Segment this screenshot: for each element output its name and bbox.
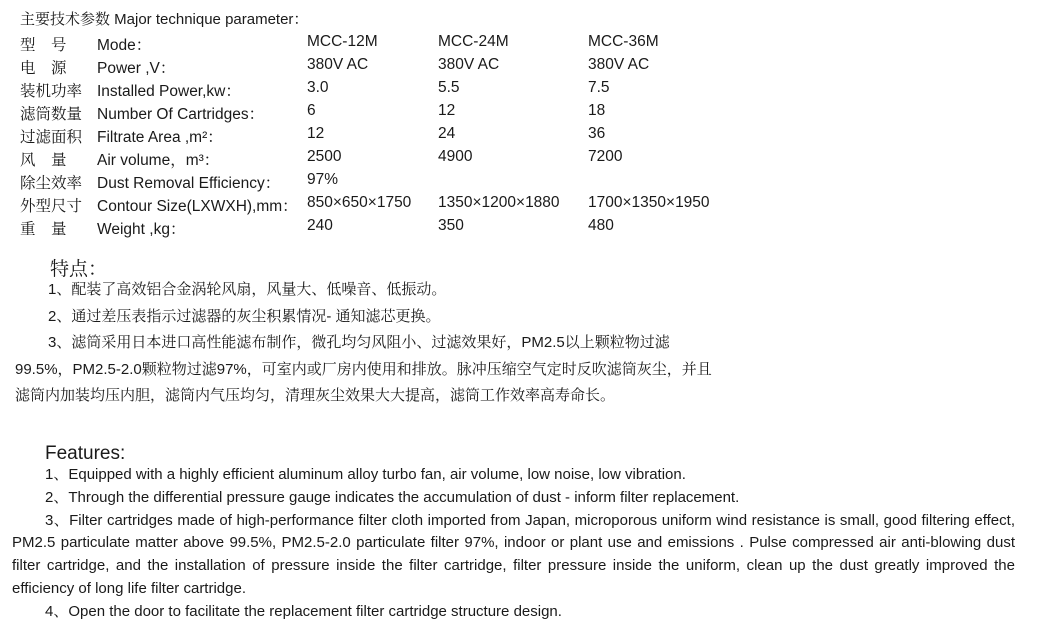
spec-en-label: Mode： <box>97 37 152 54</box>
spec-value-12m: MCC-12M <box>307 33 378 50</box>
spec-cn-label: 电 源 <box>20 60 67 77</box>
spec-value-12m: 6 <box>307 102 316 119</box>
spec-value-24m: 12 <box>438 102 456 119</box>
spec-value-36m: 18 <box>588 102 606 119</box>
spec-cn-label: 装机功率 <box>20 83 83 100</box>
spec-value-36m: 7.5 <box>588 79 610 96</box>
spec-cn-label: 重 量 <box>20 221 67 238</box>
spec-en-label: Filtrate Area ,m²： <box>97 129 223 146</box>
spec-cn-label: 外型尺寸 <box>20 198 83 215</box>
spec-heading: 主要技术参数 Major technique parameter： <box>20 11 309 28</box>
spec-value-24m: 1350×1200×1880 <box>438 194 560 211</box>
spec-value-36m: 36 <box>588 125 606 142</box>
spec-value-12m: 12 <box>307 125 325 142</box>
spec-value-24m: 380V AC <box>438 56 500 73</box>
en-feature-item: 3、Filter cartridges made of high-performance filter cloth imported from Japan, microporous uniform wind resistance is small, good filtering effect, PM2.5 particulate matter above 99.5%, PM2.5-2.0 particulate filter 97%, indoor or plant use and emissions . Pulse compressed air anti-blowing dust filter cartridge, and the installation of pressure inside the filter cartridge, filter pressure inside the uniform, clean up the dust greatly improved the efficiency of long life filter cartridge. <box>12 511 1015 597</box>
spec-value-24m: 5.5 <box>438 79 460 96</box>
spec-value-36m: 380V AC <box>588 56 650 73</box>
cn-features-list <box>15 277 715 410</box>
cn-feature-item: 1、配装了高效铝合金涡轮风扇，风量大、低噪音、低振动。 <box>48 281 447 298</box>
spec-value-12m: 380V AC <box>307 56 369 73</box>
spec-en-label: Number Of Cartridges： <box>97 106 265 123</box>
en-feature-item: 4、Open the door to facilitate the replacement filter cartridge structure design. <box>45 602 562 620</box>
en-feature-item: 2、Through the differential pressure gauge indicates the accumulation of dust - inform filter replacement. <box>45 488 740 506</box>
spec-en-label: Power ,V： <box>97 60 176 77</box>
spec-en-label: Contour Size(LXWXH),mm： <box>97 198 298 215</box>
spec-cn-label: 型 号 <box>20 37 67 54</box>
spec-value-12m: 3.0 <box>307 79 329 96</box>
spec-en-label: Installed Power,kw： <box>97 83 241 100</box>
en-feature-item: 1、Equipped with a highly efficient aluminum alloy turbo fan, air volume, low noise, low vibration. <box>45 466 686 483</box>
spec-value-24m: 4900 <box>438 148 473 165</box>
spec-value-24m: MCC-24M <box>438 33 509 50</box>
spec-en-label: Air volume，m³： <box>97 152 220 169</box>
spec-value-24m: 350 <box>438 217 464 234</box>
spec-en-label: Weight ,kg： <box>97 221 186 238</box>
spec-value-24m: 24 <box>438 125 456 142</box>
spec-cn-label: 过滤面积 <box>20 129 83 146</box>
cn-feature-item: 3、滤筒采用日本进口高性能滤布制作，微孔均匀风阻小、过滤效果好，PM2.5以上颗粒物过滤99.5%，PM2.5-2.0颗粒物过滤97%，可室内或厂房内使用和排放。脉冲压缩空气定时反吹滤筒灰尘，并且滤筒内加装均压内胆，滤筒内气压均匀，清理灰尘效果大大提高，滤筒工作效率高寿命长。 <box>15 334 712 404</box>
en-features-list <box>12 464 1015 624</box>
spec-value-12m: 240 <box>307 217 333 234</box>
spec-value-36m: 7200 <box>588 148 623 165</box>
spec-en-label: Dust Removal Efficiency： <box>97 175 281 192</box>
spec-cn-label: 风 量 <box>20 152 67 169</box>
spec-cn-label: 滤筒数量 <box>20 106 83 123</box>
spec-cn-label: 除尘效率 <box>20 175 83 192</box>
spec-value-36m: MCC-36M <box>588 33 659 50</box>
cn-feature-item: 2、通过差压表指示过滤器的灰尘积累情况- 通知滤芯更换。 <box>48 307 441 325</box>
spec-value-12m: 2500 <box>307 148 342 165</box>
spec-value-36m: 1700×1350×1950 <box>588 194 710 211</box>
en-features-title: Features: <box>45 443 126 464</box>
spec-value-12m: 97% <box>307 171 339 188</box>
cn-features-title: 特点： <box>50 259 108 280</box>
spec-value-12m: 850×650×1750 <box>307 194 412 211</box>
spec-value-36m: 480 <box>588 217 614 234</box>
